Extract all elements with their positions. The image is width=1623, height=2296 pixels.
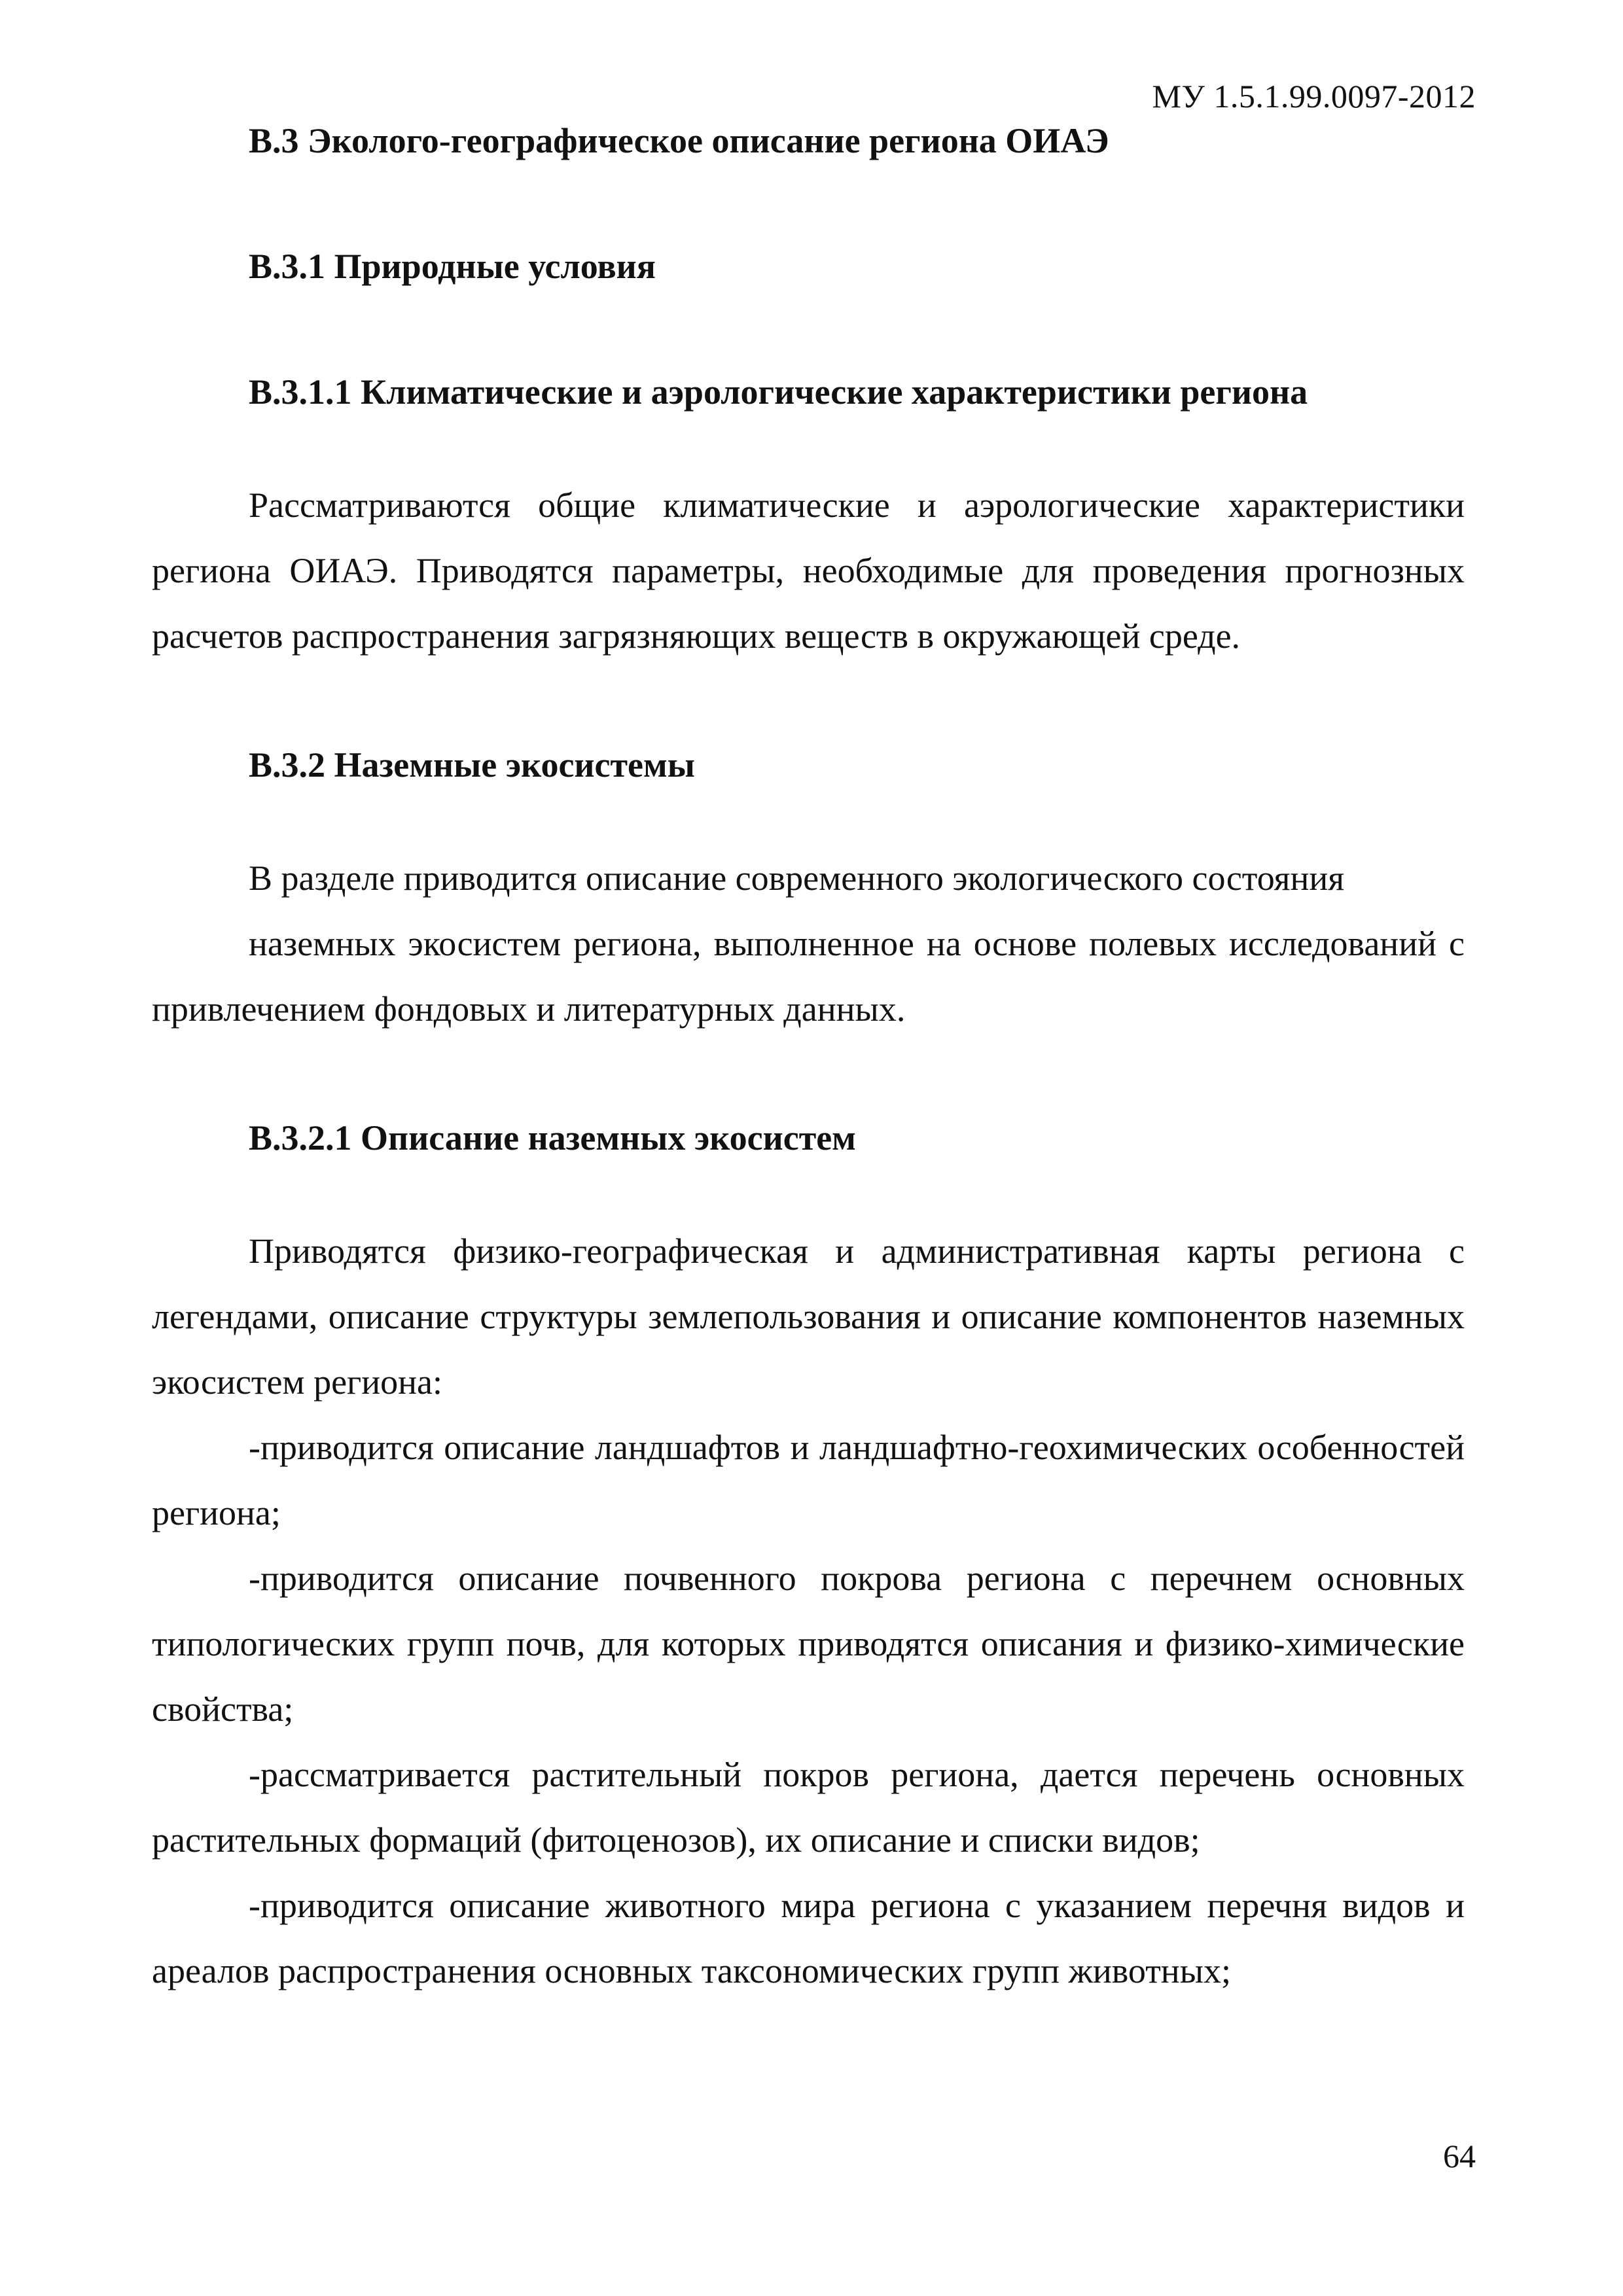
- components-list: [152, 1415, 1465, 2004]
- list-item: -приводится описание почвенного покрова региона с перечнем основных типологических групп почв, для которых приводятся описания и физико-химические свойства;: [152, 1559, 1465, 1729]
- list-item: -приводится описание ландшафтов и ландшафтно-геохимических особенностей региона;: [152, 1428, 1465, 1532]
- heading-b3-2: В.3.2 Наземные экосистемы: [249, 745, 695, 785]
- paragraph-ecosystems-line1: В разделе приводится описание современного экологического состояния: [249, 858, 1345, 898]
- heading-b3-1: В.3.1 Природные условия: [249, 247, 656, 286]
- document-code: МУ 1.5.1.99.0097-2012: [1152, 78, 1476, 115]
- list-item: -рассматривается растительный покров региона, дается перечень основных растительных формаций (фитоценозов), их описание и списки видов;: [152, 1755, 1465, 1860]
- heading-b3-1-1: В.3.1.1 Климатические и аэрологические характеристики региона: [249, 372, 1308, 412]
- paragraph-climate: Рассматриваются общие климатические и аэрологические характеристики региона ОИАЭ. Приводятся параметры, необходимые для проведения прогнозных расчетов распространения загрязняющих веществ в окружающей среде.: [152, 486, 1465, 656]
- paragraph-description-intro: Приводятся физико-географическая и административная карты региона с легендами, описание структуры землепользования и описание компонентов наземных экосистем региона:: [152, 1231, 1465, 1402]
- page-number: 64: [1443, 2138, 1476, 2174]
- page-content: [152, 111, 1465, 2004]
- paragraph-ecosystems-rest: наземных экосистем региона, выполненное на основе полевых исследований с привлечением фондовых и литературных данных.: [152, 924, 1465, 1029]
- list-item: -приводится описание животного мира региона с указанием перечня видов и ареалов распространения основных таксономических групп животных;: [152, 1886, 1465, 1990]
- heading-b3-2-1: В.3.2.1 Описание наземных экосистем: [249, 1118, 856, 1157]
- heading-b3: В.3 Эколого-географическое описание региона ОИАЭ: [249, 121, 1109, 160]
